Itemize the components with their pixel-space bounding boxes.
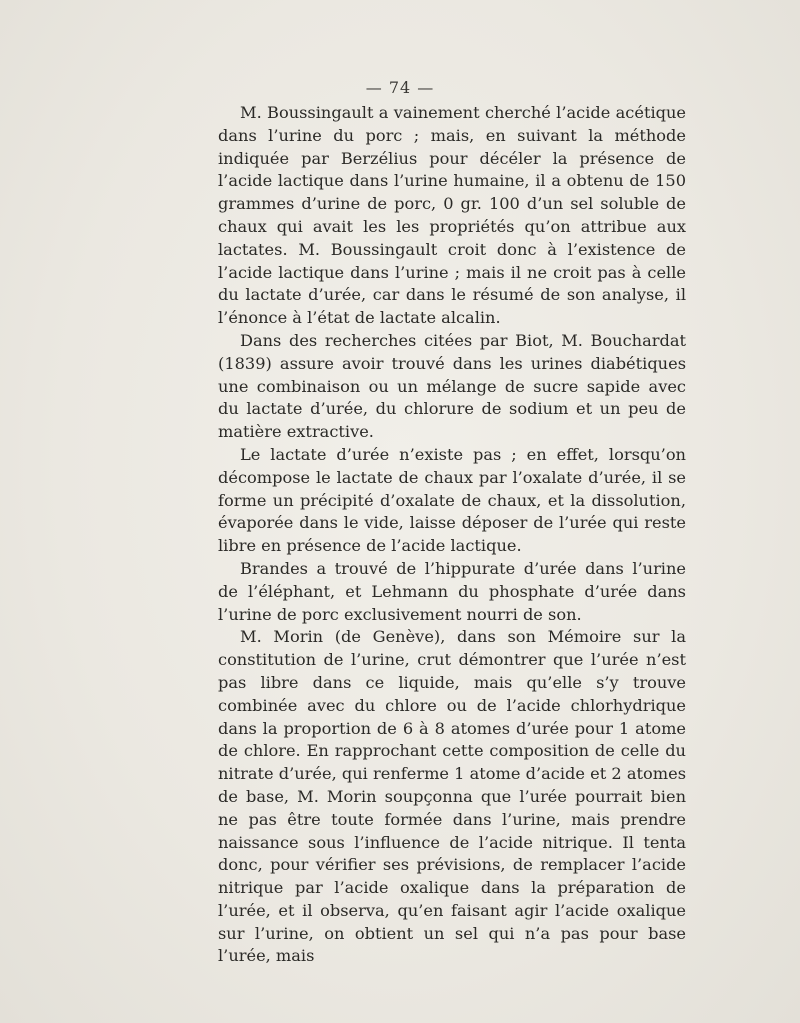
body-text xyxy=(218,102,686,968)
paragraph-brandes: Brandes a trouvé de l’hippurate d’urée dans l’urine de l’éléphant, et Lehmann du phosphate d’urée dans l’urine de porc exclusivement nourri de son. xyxy=(218,558,686,624)
paragraph-lactate-uree: Le lactate d’urée n’existe pas ; en effet, lorsqu’on décompose le lactate de chaux par l’oxalate d’urée, il se forme un précipité d’oxalate de chaux, et la dissolution, évaporée dans le vide, laisse déposer de l’urée qui reste libre en présence de l’acide lactique. xyxy=(218,444,686,556)
paragraph-boussingault: M. Boussingault a vainement cherché l’acide acétique dans l’urine du porc ; mais, en suivant la méthode indiquée par Berzélius pour décéler la présence de l’acide lactique dans l’urine humaine, il a obtenu de 150 grammes d’urine de porc, 0 gr. 100 d’un sel soluble de chaux qui avait les les propriétés qu’on attribue aux lactates. M. Boussingault croit donc à l’existence de l’acide lactique dans l’urine ; mais il ne croit pas à celle du lactate d’urée, car dans le résumé de son analyse, il l’énonce à l’état de lactate alcalin. xyxy=(218,103,686,328)
paragraph-bouchardat: Dans des recherches citées par Biot, M. Bouchardat (1839) assure avoir trouvé dans les urines diabétiques une combinaison ou un mélange de sucre sapide avec du lactate d’urée, du chlorure de sodium et un peu de matière extractive. xyxy=(218,330,686,442)
page-number: — 74 — xyxy=(365,78,435,97)
paragraph-morin: M. Morin (de Genève), dans son Mémoire sur la constitution de l’urine, crut démontrer que l’urée n’est pas libre dans ce liquide, mais qu’elle s’y trouve combinée avec du chlore ou de l’acide chlorhydrique dans la proportion de 6 à 8 atomes d’urée pour 1 atome de chlore. En rapprochant cette composition de celle du nitrate d’urée, qui renferme 1 atome d’acide et 2 atomes de base, M. Morin soupçonna que l’urée pourrait bien ne pas être toute formée dans l’urine, mais prendre naissance sous l’influence de l’acide nitrique. Il tenta donc, pour vérifier ses prévisions, de remplacer l’acide nitrique par l’acide oxalique dans la préparation de l’urée, et il observa, qu’en faisant agir l’acide oxalique sur l’urine, on obtient un sel qui n’a pas pour base l’urée, mais xyxy=(218,627,686,966)
